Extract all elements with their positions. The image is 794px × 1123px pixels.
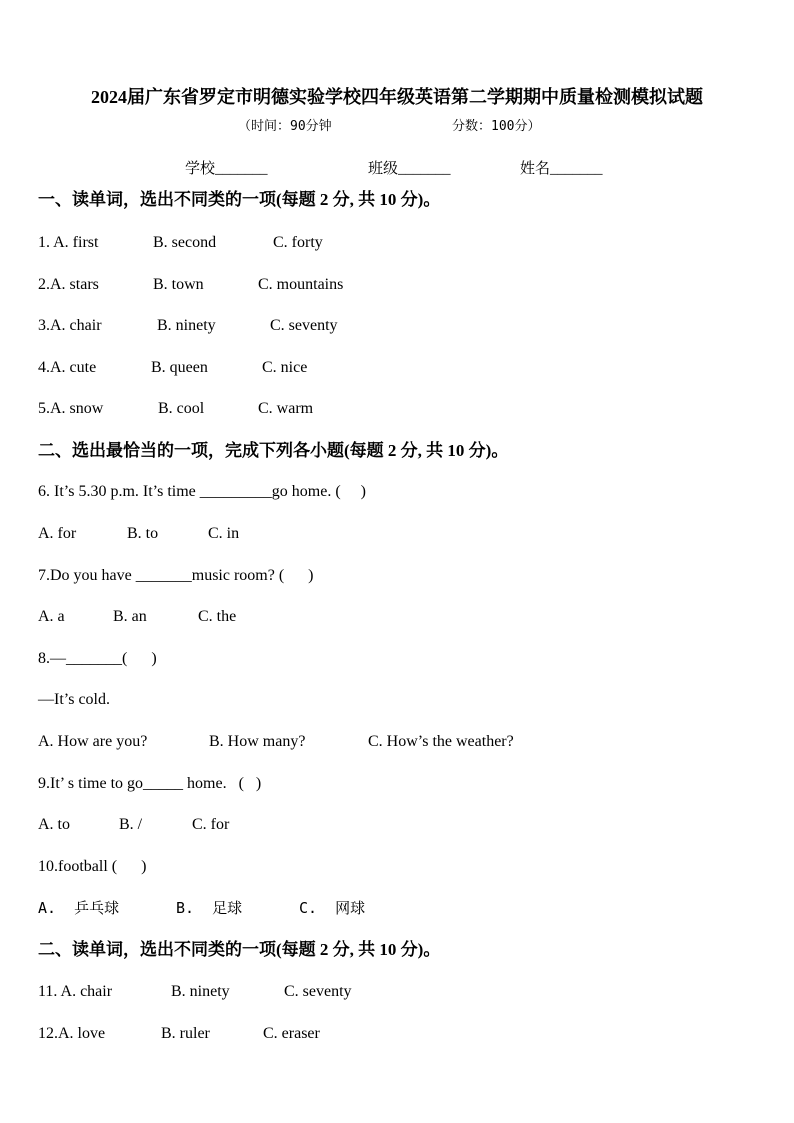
question-1-option-b: B. second: [153, 234, 217, 251]
question-6-option-c: C. in: [208, 525, 240, 542]
class-field: 班级_______: [368, 161, 451, 177]
question-8-option-a: A. How are you?: [38, 733, 148, 750]
question-8-reply: —It’s cold.: [38, 691, 110, 708]
question-10-option-b: B. 足球: [176, 899, 243, 917]
question-4-option-b: B. queen: [151, 359, 208, 376]
question-7-option-a: A. a: [38, 608, 65, 625]
question-1-option-a: 1. A. first: [38, 234, 99, 251]
question-8-option-c: C. How’s the weather?: [368, 733, 514, 750]
question-5-option-b: B. cool: [158, 400, 205, 417]
question-6-option-a: A. for: [38, 525, 77, 542]
question-2-option-b: B. town: [153, 276, 204, 293]
question-8-option-b: B. How many?: [209, 733, 306, 750]
question-1-option-c: C. forty: [273, 234, 323, 251]
question-10-stem: 10.football ( ): [38, 858, 147, 875]
section-2-heading: 二、选出最恰当的一项，完成下列各小题(每题 2 分, 共 10 分)。: [38, 441, 509, 460]
question-3-option-b: B. ninety: [157, 317, 216, 334]
question-4-option-c: C. nice: [262, 359, 308, 376]
question-5-option-c: C. warm: [258, 400, 314, 417]
question-7-option-c: C. the: [198, 608, 237, 625]
question-6-option-b: B. to: [127, 525, 159, 542]
name-field: 姓名_______: [520, 161, 603, 177]
school-field: 学校_______: [185, 161, 268, 177]
section-1-heading: 一、读单词，选出不同类的一项(每题 2 分, 共 10 分)。: [38, 190, 441, 209]
question-12-option-a: 12.A. love: [38, 1025, 106, 1042]
question-2-option-a: 2.A. stars: [38, 276, 99, 293]
question-8-stem: 8.—_______( ): [38, 650, 157, 667]
question-9-option-b: B. /: [119, 816, 143, 833]
page-title: 2024届广东省罗定市明德实验学校四年级英语第二学期期中质量检测模拟试题: [91, 87, 703, 107]
question-12-option-c: C. eraser: [263, 1025, 320, 1042]
question-11-option-c: C. seventy: [284, 983, 352, 1000]
question-9-option-a: A. to: [38, 816, 70, 833]
question-9-option-c: C. for: [192, 816, 230, 833]
question-6-stem: 6. It’s 5.30 p.m. It’s time _________go home. ( ): [38, 483, 366, 500]
question-5-option-a: 5.A. snow: [38, 400, 104, 417]
question-11-option-a: 11. A. chair: [38, 983, 113, 1000]
section-3-heading: 二、读单词，选出不同类的一项(每题 2 分, 共 10 分)。: [38, 940, 441, 959]
question-7-stem: 7.Do you have _______music room? ( ): [38, 567, 314, 584]
question-10-option-a: A. 乒乓球: [38, 899, 120, 917]
exam-time: （时间：90分钟: [238, 119, 332, 134]
exam-score: 分数：100分）: [452, 119, 541, 134]
question-11-option-b: B. ninety: [171, 983, 230, 1000]
question-3-option-a: 3.A. chair: [38, 317, 102, 334]
question-3-option-c: C. seventy: [270, 317, 338, 334]
question-4-option-a: 4.A. cute: [38, 359, 97, 376]
question-9-stem: 9.It’ s time to go_____ home. ( ): [38, 775, 262, 792]
question-2-option-c: C. mountains: [258, 276, 344, 293]
question-10-option-c: C. 网球: [299, 899, 366, 917]
question-12-option-b: B. ruler: [161, 1025, 210, 1042]
question-7-option-b: B. an: [113, 608, 147, 625]
